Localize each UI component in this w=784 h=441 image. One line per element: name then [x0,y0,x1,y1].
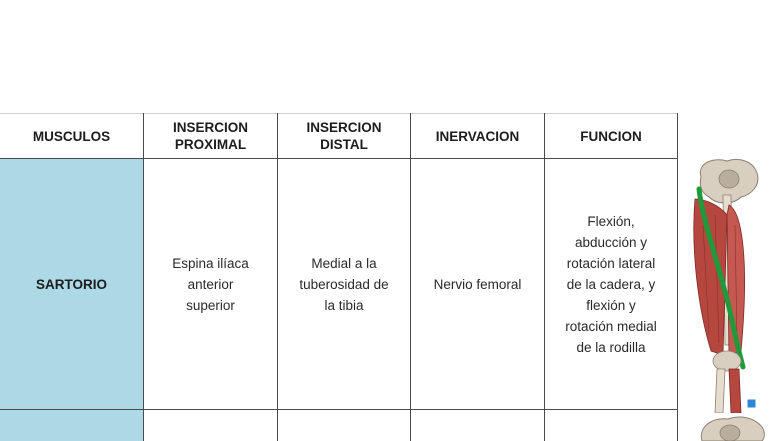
header-insercion-distal [278,114,410,158]
blue-square-icon [747,399,756,408]
col-border-5 [677,113,678,441]
insercion-distal-line-2: tuberosidad de [299,276,389,292]
header-insercion-proximal-line-2: PROXIMAL [174,137,247,152]
header-insercion-distal-line-2: DISTAL [320,137,368,152]
funcion-line-4: de la cadera, y [566,276,656,292]
muscle-name: SARTORIO [35,276,107,292]
insercion-proximal-line-3: superior [186,297,235,313]
funcion-line-5: flexión y [586,297,636,313]
muscle-name-cell [0,159,143,409]
header-funcion [545,114,677,158]
cell-inervacion [411,159,544,409]
cell-insercion-distal [278,159,410,409]
insercion-distal-line-3: la tibia [324,297,364,313]
row-bottom-border [0,409,678,410]
funcion-line-3: rotación lateral [566,255,656,271]
header-insercion-distal-line-1: INSERCION [306,120,382,135]
header-inervacion [411,114,544,158]
header-insercion-proximal-line-1: INSERCION [172,120,248,135]
funcion-line-6: rotación medial [565,318,657,334]
header-musculos-label: MUSCULOS [32,128,111,144]
cell-funcion [545,159,677,409]
insercion-proximal-line-1: Espina ilíaca [172,255,249,271]
funcion-line-7: de la rodilla [576,339,646,355]
pelvis-illustration-icon[interactable] [690,413,780,441]
leg-muscle-illustration-icon[interactable] [683,155,783,413]
header-funcion-label: FUNCION [580,128,642,144]
cell-insercion-proximal [144,159,277,409]
header-insercion-proximal [144,114,277,158]
funcion-line-2: abducción y [574,234,648,250]
inervacion-value: Nervio femoral [433,276,522,292]
header-inervacion-label: INERVACION [435,128,520,144]
insercion-distal-line-1: Medial a la [311,255,377,271]
funcion-line-1: Flexión, [587,213,635,229]
insercion-proximal-line-2: anterior [187,276,234,292]
header-musculos [0,114,143,158]
